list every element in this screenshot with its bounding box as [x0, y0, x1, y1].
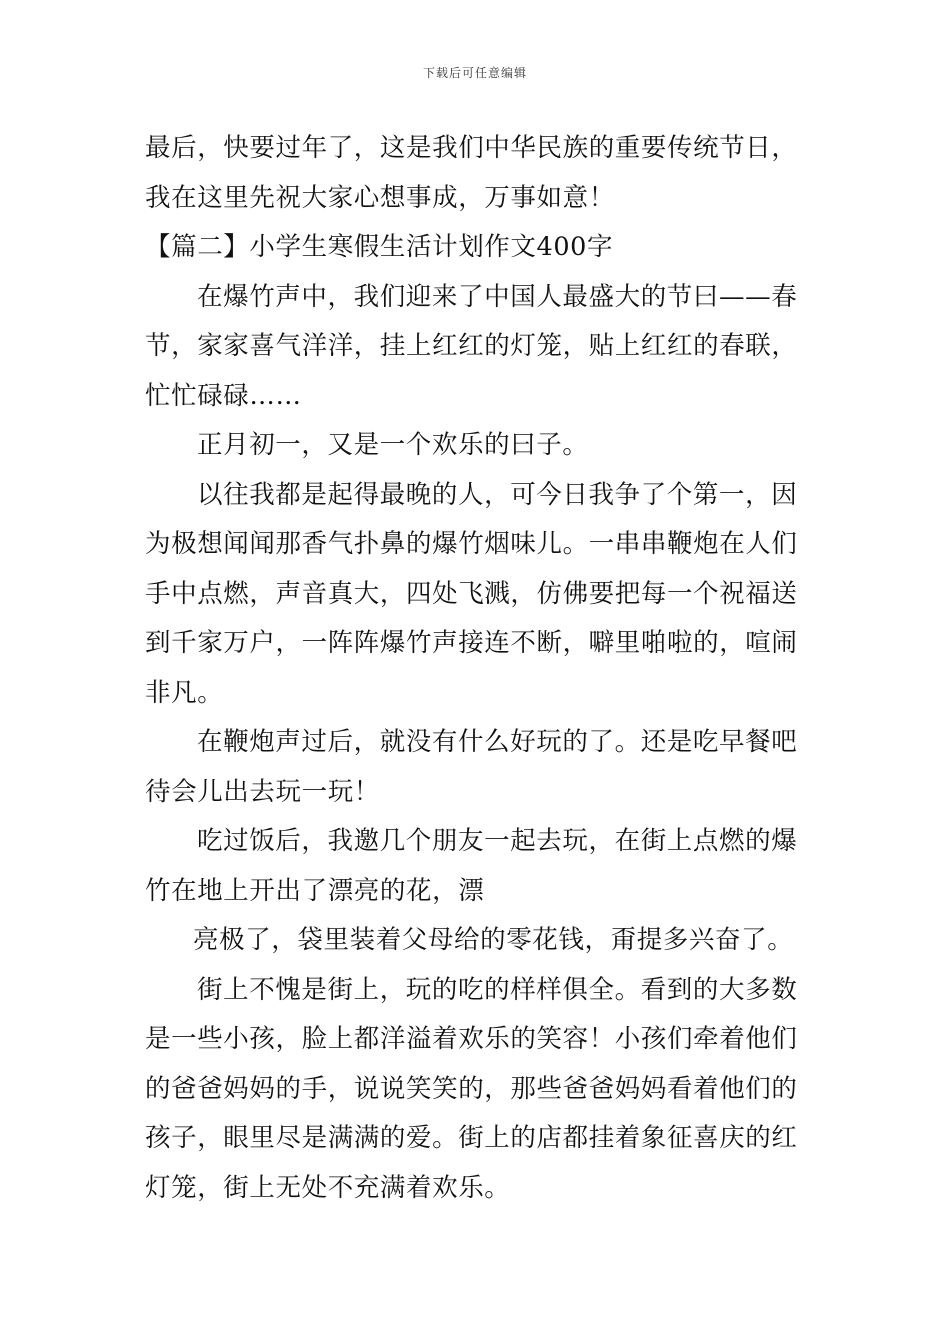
paragraph-start: 在鞭炮声过后，就没有什么好玩的了。还是吃早餐吧 [197, 727, 798, 757]
paragraph-start: 街上不愧是街上，玩的吃的样样俱全。看到的大多数 [197, 974, 798, 1005]
text-line: 是一些小孩，脸上都洋溢着欢乐的笑容！小孩们牵着他们 [145, 1024, 798, 1054]
section-heading: 【篇二】小学生寒假生活计划作文400字 [145, 232, 614, 262]
paragraph-start: 以往我都是起得最晚的人，可今日我争了个第一，因 [197, 479, 798, 510]
text-line: 竹在地上开出了漂亮的花，漂 [145, 875, 485, 906]
paragraph-start: 吃过饭后，我邀几个朋友一起去玩，在街上点燃的爆 [197, 826, 798, 856]
text-line: 手中点燃，声音真大，四处飞溅，仿佛要把每一个祝福送 [145, 578, 798, 609]
document-body [145, 124, 815, 1213]
text-line: 灯笼，街上无处不充满着欢乐。 [145, 1172, 511, 1203]
text-line: 我在这里先祝大家心想事成，万事如意！ [145, 182, 615, 213]
paragraph-start: 在爆竹声中，我们迎来了中国人最盛大的节曰——春 [197, 281, 798, 312]
text-line: 非凡。 [145, 677, 224, 708]
text-line: 的爸爸妈妈的手，说说笑笑的，那些爸爸妈妈看着他们的 [145, 1073, 798, 1104]
text-line: 最后，快要过年了，这是我们中华民族的重要传统节日， [145, 133, 798, 163]
page-header-note: 下载后可任意编辑 [422, 66, 527, 80]
text-line: 为极想闻闻那香气扑鼻的爆竹烟味儿。一串串鞭炮在人们 [145, 529, 798, 559]
text-line: 孩子，眼里尽是满满的爱。街上的店都挂着象征喜庆的红 [145, 1123, 798, 1153]
paragraph-start: 亮极了，袋里装着父母给的零花钱，甭提多兴奋了。 [193, 925, 794, 955]
text-line: 待会儿出去玩一玩！ [145, 776, 380, 807]
text-line: 忙忙碌碌…… [145, 380, 302, 411]
text-line: 节，家家喜气洋洋，挂上红红的灯笼，贴上红红的春联， [145, 331, 798, 361]
paragraph-start: 正月初一，又是一个欢乐的曰子。 [197, 430, 589, 460]
text-line: 到千家万户，一阵阵爆竹声接连不断，噼里啪啦的，喧闹 [145, 628, 798, 658]
